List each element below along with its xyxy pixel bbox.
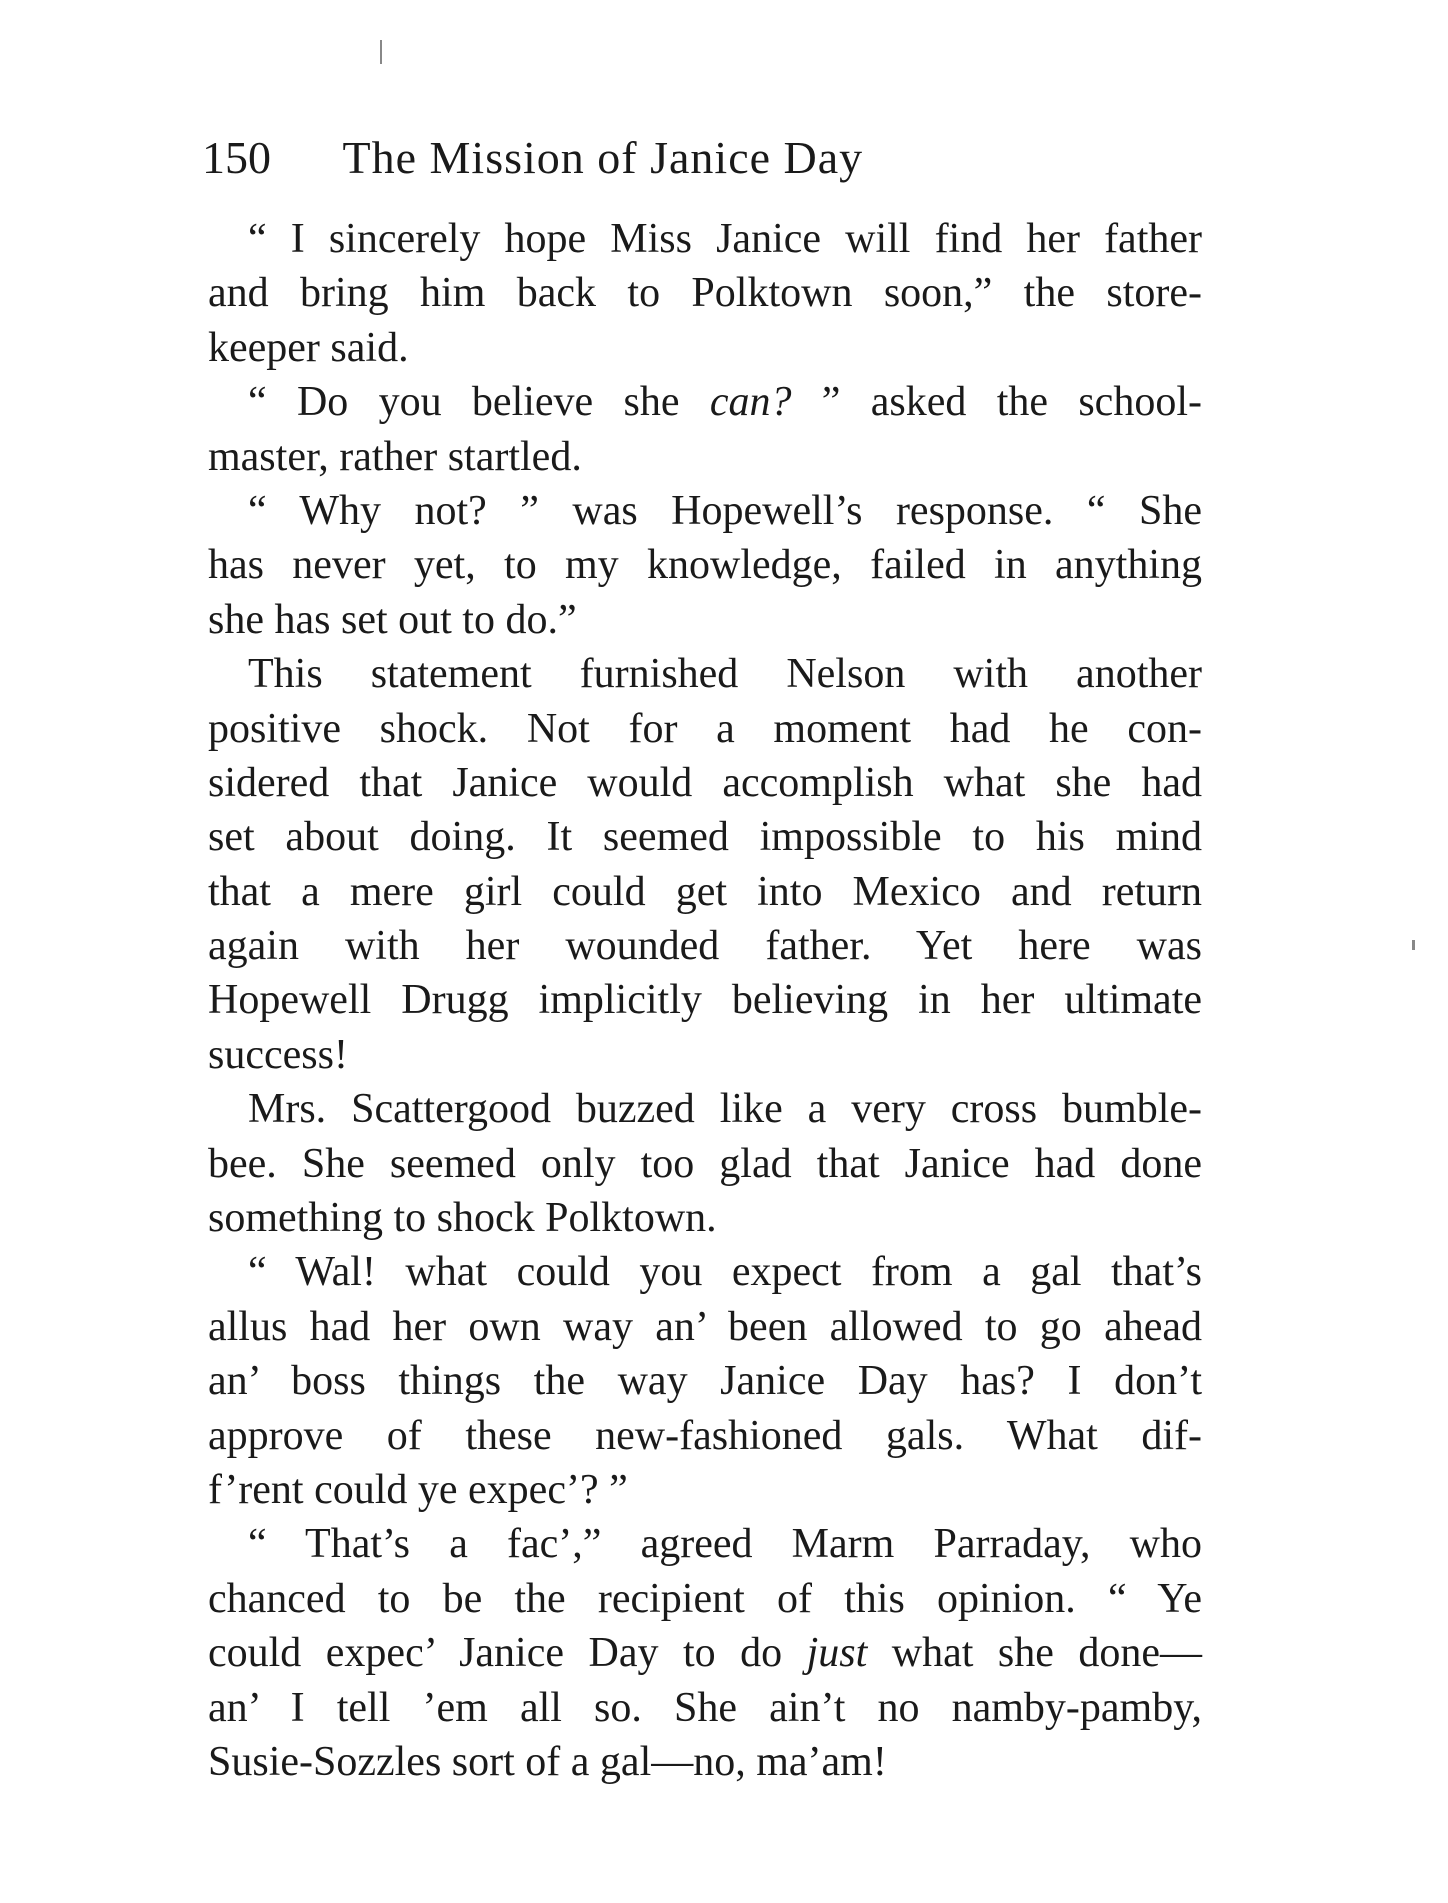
text-segment: “ Do you believe she bbox=[248, 379, 710, 426]
text-line: sidered that Janice would accomplish what she had bbox=[208, 759, 1202, 806]
text-line: “ That’s a fac’,” agreed Marm Parraday, who bbox=[248, 1521, 1202, 1568]
text-line: again with her wounded father. Yet here was bbox=[208, 923, 1202, 970]
text-line: allus had her own way an’ been allowed to go ahead bbox=[208, 1303, 1202, 1350]
text-line: Susie-Sozzles sort of a gal—no, ma’am! bbox=[208, 1738, 887, 1785]
text-line: keeper said. bbox=[208, 324, 409, 371]
text-line bbox=[208, 1626, 1202, 1680]
text-line: an’ boss things the way Janice Day has? I don’t bbox=[208, 1358, 1202, 1405]
text-line: “ Why not? ” was Hopewell’s response. “ She bbox=[248, 487, 1202, 534]
text-line: positive shock. Not for a moment had he con- bbox=[208, 705, 1202, 752]
body-text bbox=[208, 212, 1202, 1789]
text-segment: ” asked the school- bbox=[791, 379, 1202, 426]
text-line: bee. She seemed only too glad that Janice had done bbox=[208, 1140, 1202, 1187]
page-header bbox=[202, 126, 1212, 190]
text-line: success! bbox=[208, 1031, 348, 1078]
text-line: something to shock Polktown. bbox=[208, 1195, 717, 1242]
text-line: Mrs. Scattergood buzzed like a very cross bumble- bbox=[248, 1086, 1202, 1133]
text-line: “ Wal! what could you expect from a gal that’s bbox=[248, 1249, 1202, 1296]
text-line: has never yet, to my knowledge, failed in anything bbox=[208, 542, 1202, 589]
italic-word: just bbox=[806, 1630, 868, 1677]
text-line: f’rent could ye expec’? ” bbox=[208, 1466, 628, 1513]
text-line: This statement furnished Nelson with another bbox=[248, 651, 1202, 698]
text-line: Hopewell Drugg implicitly believing in her ultimate bbox=[208, 977, 1202, 1024]
page-number: 150 bbox=[202, 132, 271, 183]
text-line: approve of these new-fashioned gals. What dif- bbox=[208, 1412, 1202, 1459]
scan-speck bbox=[1412, 940, 1415, 950]
text-line: set about doing. It seemed impossible to his mind bbox=[208, 814, 1202, 861]
italic-word: can? bbox=[709, 379, 792, 426]
text-segment: could expec’ Janice Day to do bbox=[208, 1630, 807, 1677]
text-line: and bring him back to Polktown soon,” the store- bbox=[208, 270, 1202, 317]
text-line: chanced to be the recipient of this opinion. “ Ye bbox=[208, 1575, 1202, 1622]
text-line bbox=[208, 375, 1202, 429]
text-line: an’ I tell ’em all so. She ain’t no namby-pamby, bbox=[208, 1684, 1202, 1731]
running-title: The Mission of Janice Day bbox=[342, 132, 864, 183]
text-line: master, rather startled. bbox=[208, 433, 582, 480]
text-line: that a mere girl could get into Mexico and return bbox=[208, 868, 1202, 915]
text-segment: what she done— bbox=[867, 1630, 1202, 1677]
scan-speck bbox=[380, 40, 382, 64]
text-line: “ I sincerely hope Miss Janice will find her father bbox=[248, 216, 1202, 262]
text-line: she has set out to do.” bbox=[208, 596, 577, 643]
